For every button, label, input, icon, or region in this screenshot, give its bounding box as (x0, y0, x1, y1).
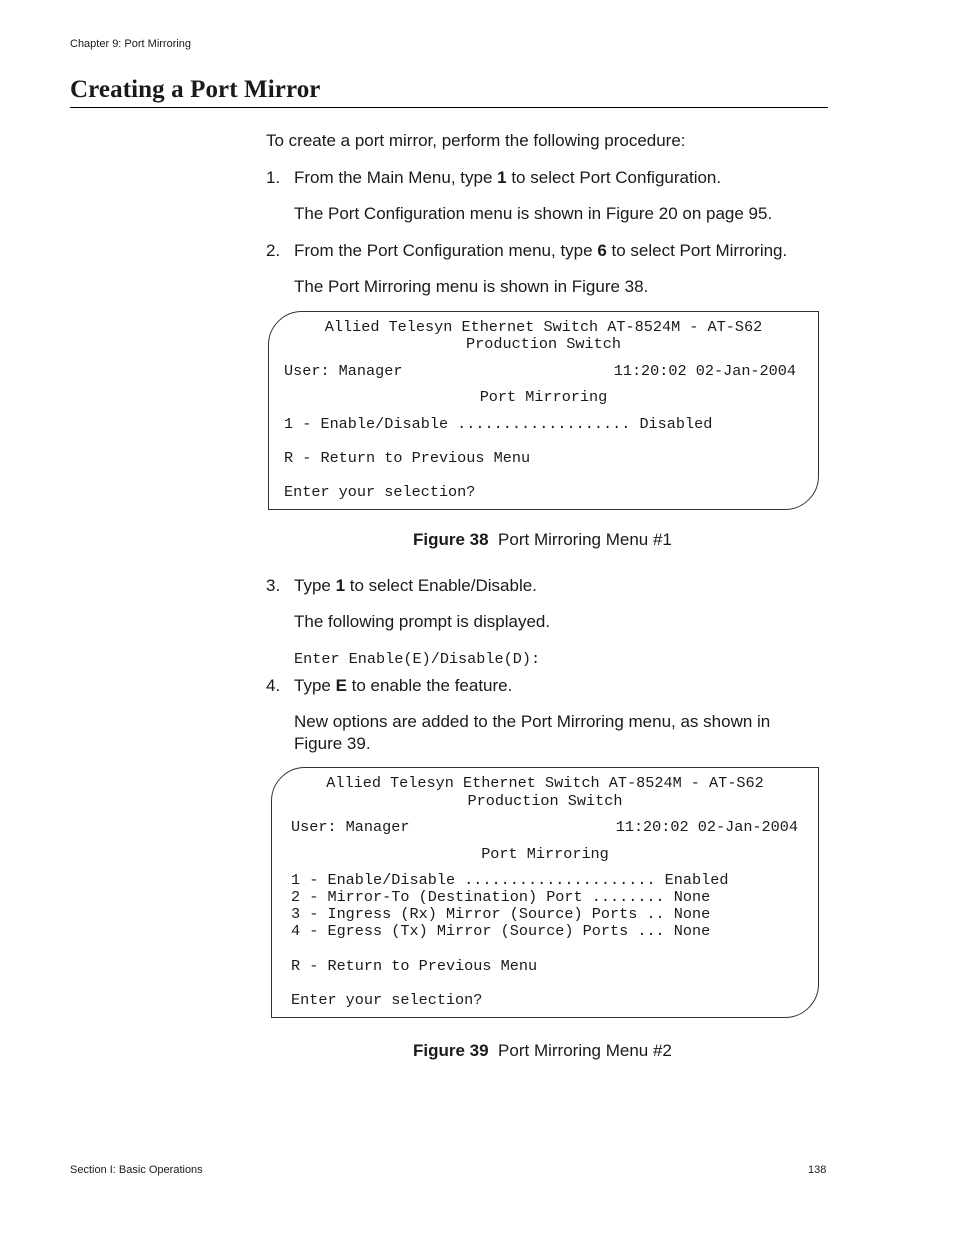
step-4-note-line1: New options are added to the Port Mirroring menu, as shown in (294, 712, 771, 731)
fig39-menu-item-2: 2 - Mirror-To (Destination) Port ........ None (291, 888, 711, 906)
step-4-key: E (335, 676, 347, 695)
enable-disable-prompt: Enter Enable(E)/Disable(D): (294, 650, 541, 668)
figure-39-screen (271, 767, 819, 1018)
step-4-number: 4. (266, 676, 281, 695)
step-4-note-line2: Figure 39. (294, 734, 371, 753)
fig38-datetime: 11:20:02 02-Jan-2004 (613, 362, 796, 380)
step-3-text: Type 1 to select Enable/Disable. (294, 576, 537, 595)
figure-39-caption (413, 1041, 672, 1061)
footer-page-number: 138 (808, 1164, 827, 1176)
figure-39-caption-text: Port Mirroring Menu #2 (498, 1041, 672, 1060)
step-1-key: 1 (497, 168, 507, 187)
fig39-header-line2: Production Switch (467, 792, 623, 810)
fig39-header-line1: Allied Telesyn Ethernet Switch AT-8524M - AT-S62 (326, 774, 764, 792)
fig39-menu-title: Port Mirroring (481, 845, 609, 863)
figure-38-screen (268, 311, 819, 510)
fig39-menu-item-3: 3 - Ingress (Rx) Mirror (Source) Ports .. None (291, 905, 711, 923)
figure-39-label: Figure 39 (413, 1041, 489, 1060)
step-3-key: 1 (335, 576, 346, 595)
fig39-menu-item-1: 1 - Enable/Disable ..................... Enabled (291, 871, 729, 889)
figure-38-caption (413, 530, 672, 550)
fig38-selection-prompt: Enter your selection? (284, 483, 476, 501)
step-2-number: 2. (266, 241, 281, 260)
fig39-return-item: R - Return to Previous Menu (291, 957, 538, 975)
figure-38-caption-text: Port Mirroring Menu #1 (498, 530, 672, 549)
fig39-selection-prompt: Enter your selection? (291, 991, 483, 1009)
step-4-text: Type E to enable the feature. (294, 676, 513, 695)
step-1-text: From the Main Menu, type 1 to select Port Configuration. (294, 168, 722, 187)
fig38-menu-item-1: 1 - Enable/Disable ................... Disabled (284, 415, 713, 433)
running-head: Chapter 9: Port Mirroring (70, 38, 192, 50)
figure-38-label: Figure 38 (413, 530, 489, 549)
fig39-user: User: Manager (291, 818, 410, 836)
step-1-note: The Port Configuration menu is shown in Figure 20 on page 95. (294, 204, 773, 223)
fig39-datetime: 11:20:02 02-Jan-2004 (615, 818, 798, 836)
fig38-return-item: R - Return to Previous Menu (284, 449, 531, 467)
footer-section: Section I: Basic Operations (70, 1164, 203, 1176)
step-3-number: 3. (266, 576, 281, 595)
fig38-header-line1: Allied Telesyn Ethernet Switch AT-8524M - AT-S62 (324, 318, 763, 336)
fig38-header-line2: Production Switch (466, 335, 621, 353)
step-3-note: The following prompt is displayed. (294, 612, 551, 631)
intro-paragraph: To create a port mirror, perform the following procedure: (266, 131, 686, 150)
step-2-text: From the Port Configuration menu, type 6 to select Port Mirroring. (294, 241, 788, 260)
fig38-menu-title: Port Mirroring (479, 388, 608, 406)
fig39-menu-item-4: 4 - Egress (Tx) Mirror (Source) Ports ... None (291, 922, 711, 940)
page-title: Creating a Port Mirror (70, 76, 828, 108)
fig38-user: User: Manager (284, 362, 403, 380)
step-1-number: 1. (266, 168, 281, 187)
step-2-note: The Port Mirroring menu is shown in Figure 38. (294, 277, 649, 296)
step-2-key: 6 (597, 241, 607, 260)
